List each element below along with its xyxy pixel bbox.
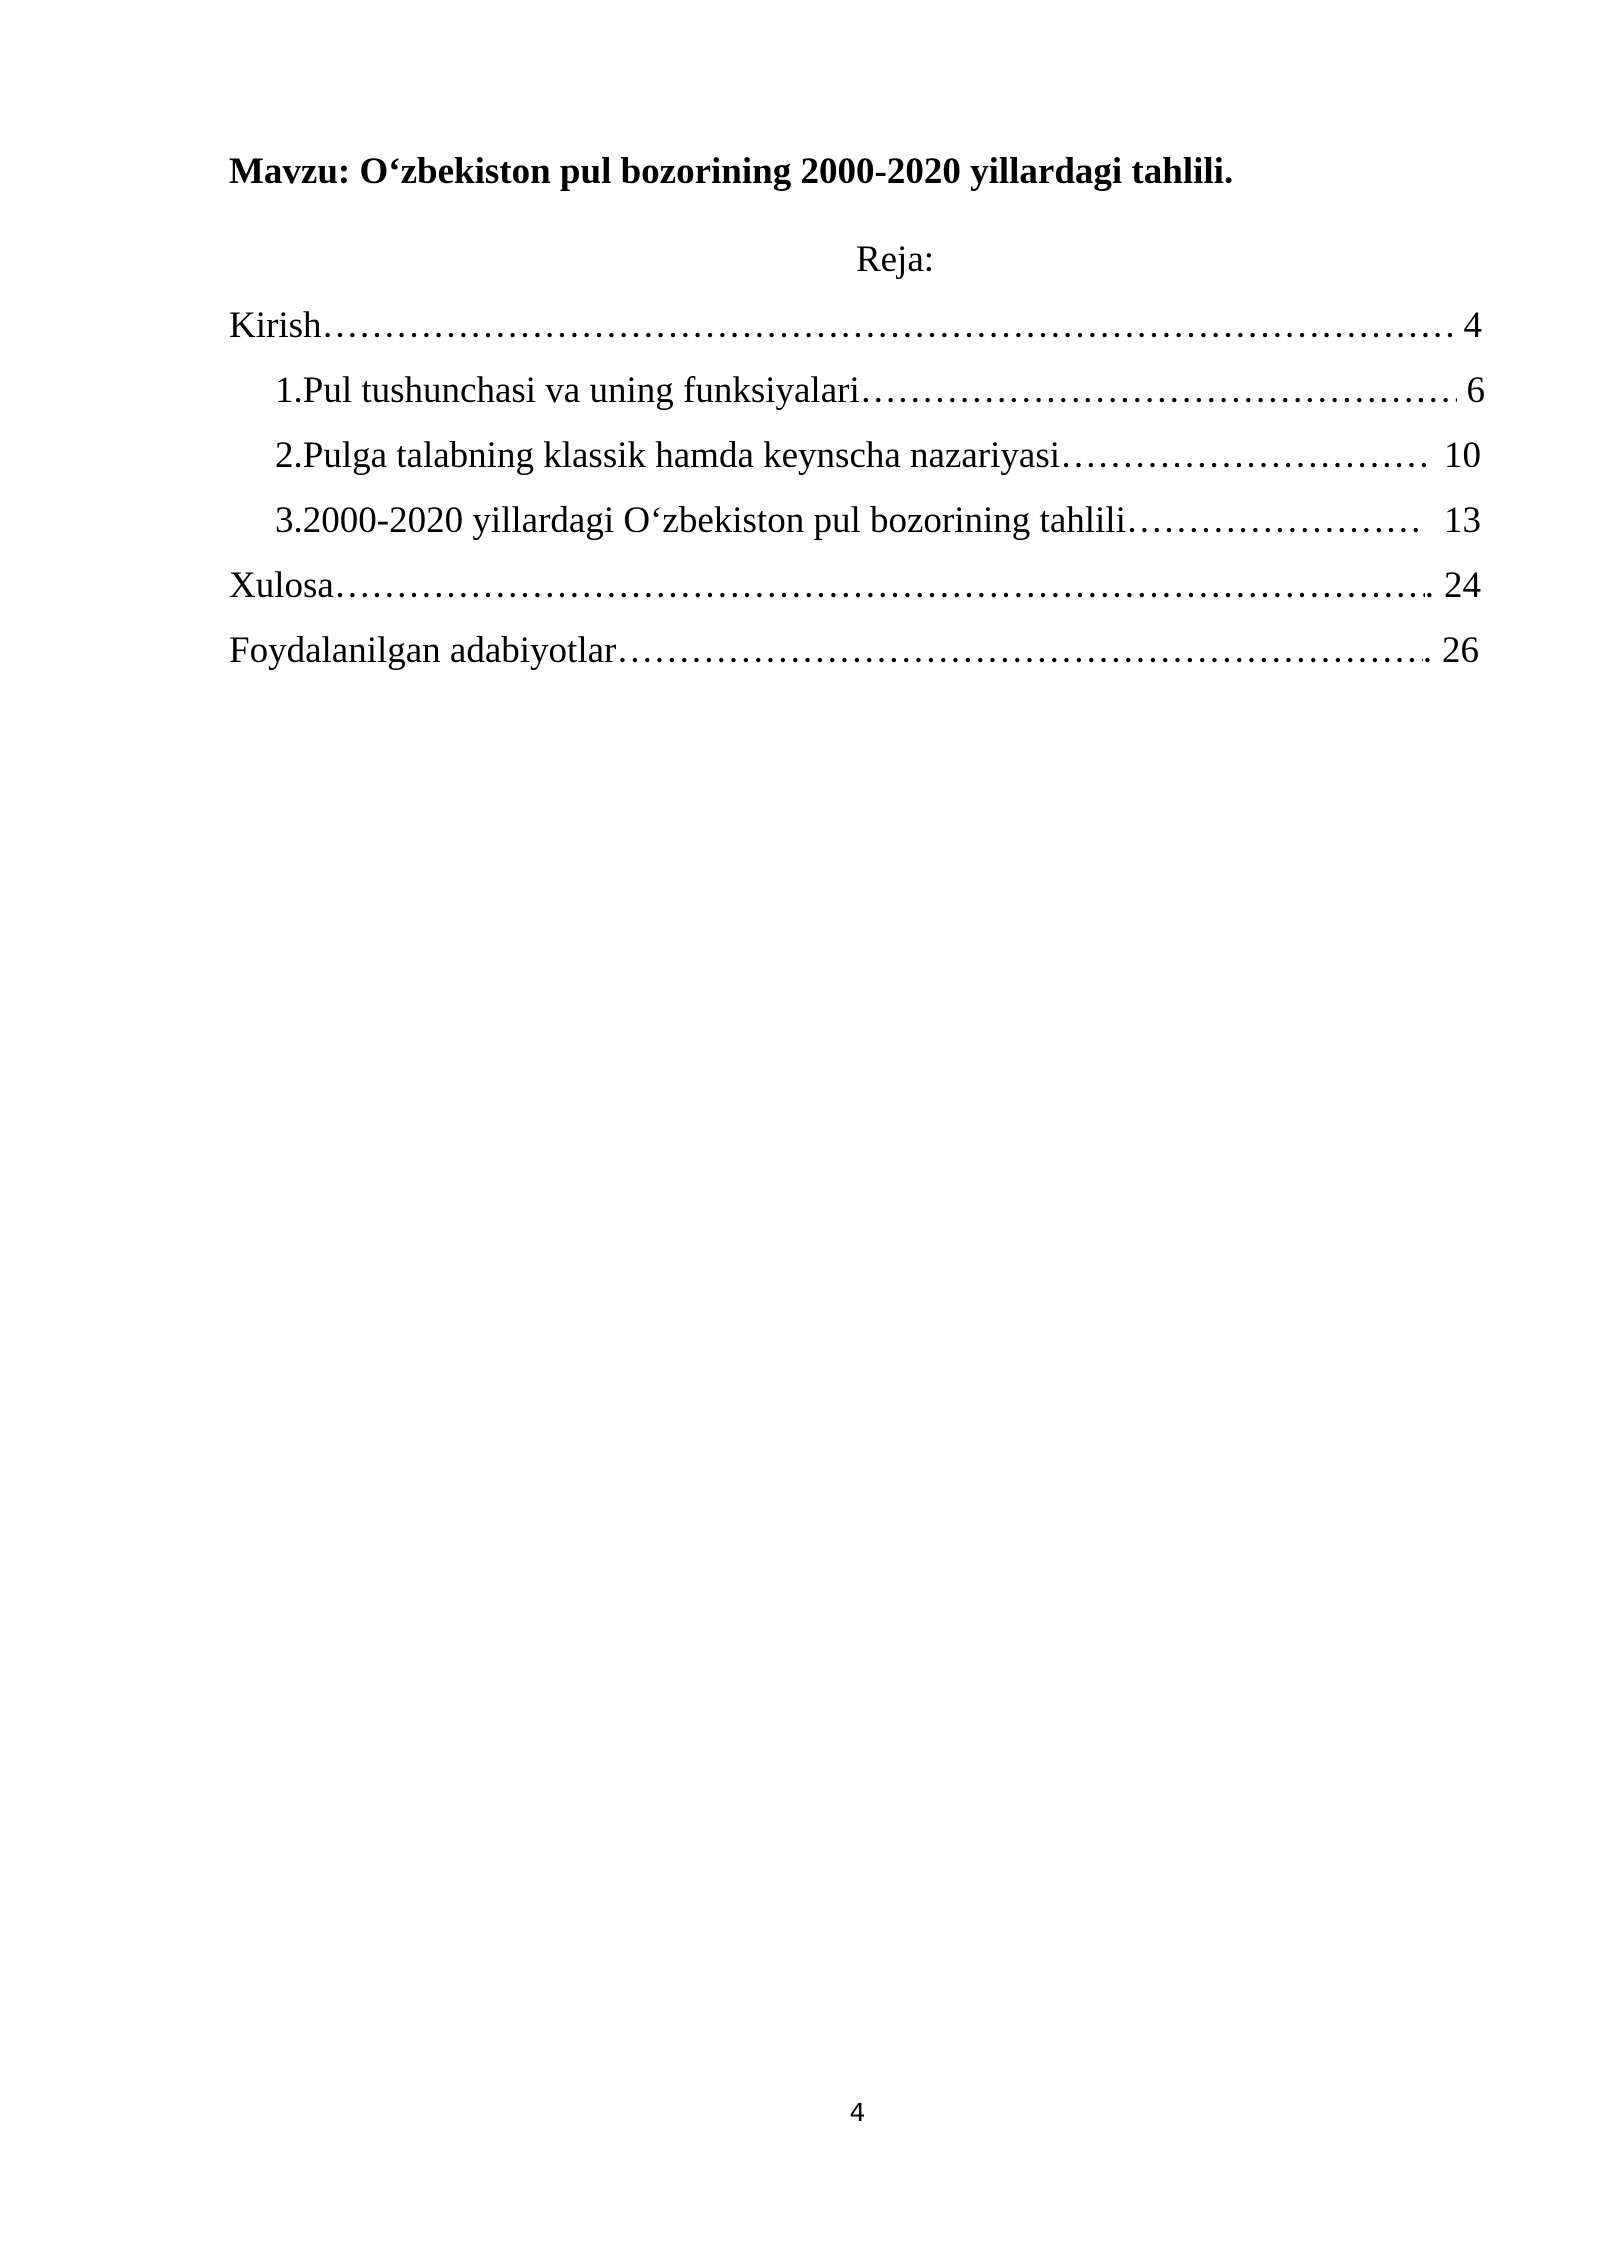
toc-entry-kirish [229,303,1482,349]
toc-entry-adabiyotlar [229,628,1479,674]
toc-leader-dots [1126,498,1424,544]
toc-entry-page: 4 [1463,305,1482,346]
toc-leader-suffix: . [1424,565,1434,606]
document-title: Mavzu: O‘zbekiston pul bozorining 2000-2020 yillardagi tahlili. [229,151,1234,192]
toc-entry-3 [275,498,1481,544]
toc-leader-dots [860,368,1457,414]
toc-entry-text: Pul tushunchasi va uning funksiyalari [302,370,860,411]
toc-entry-number: 3. [275,500,303,541]
plan-heading: Reja: [855,239,935,280]
toc-entry-text: Xulosa [229,565,334,606]
toc-entry-text: Kirish [229,305,322,346]
toc-leader-dots [334,563,1425,609]
toc-entry-xulosa [229,563,1481,609]
toc-entry-text: 2000-2020 yillardagi O‘zbekiston pul bozorining tahlili [302,500,1126,541]
toc-entry-text: Pulga talabning klassik hamda keynscha nazariyasi [302,435,1061,476]
toc-leader-suffix: . [1422,630,1432,671]
page-number: 4 [849,2098,866,2127]
toc-entry-page: 13 [1444,500,1481,541]
toc-leader-dots [1060,433,1434,479]
toc-leader-dots [616,628,1422,674]
toc-entry-text: Foydalanilgan adabiyotlar [229,630,617,671]
toc-entry-page: 26 [1442,630,1479,671]
toc-entry-number: 2. [275,435,303,476]
toc-entry-number: 1. [275,370,303,411]
toc-entry-page: 24 [1444,565,1481,606]
toc-entry-page: 6 [1466,370,1485,411]
toc-entry-2 [275,433,1481,479]
toc-leader-dots [322,303,1454,349]
toc-entry-1 [275,368,1485,414]
toc-entry-page: 10 [1444,435,1481,476]
